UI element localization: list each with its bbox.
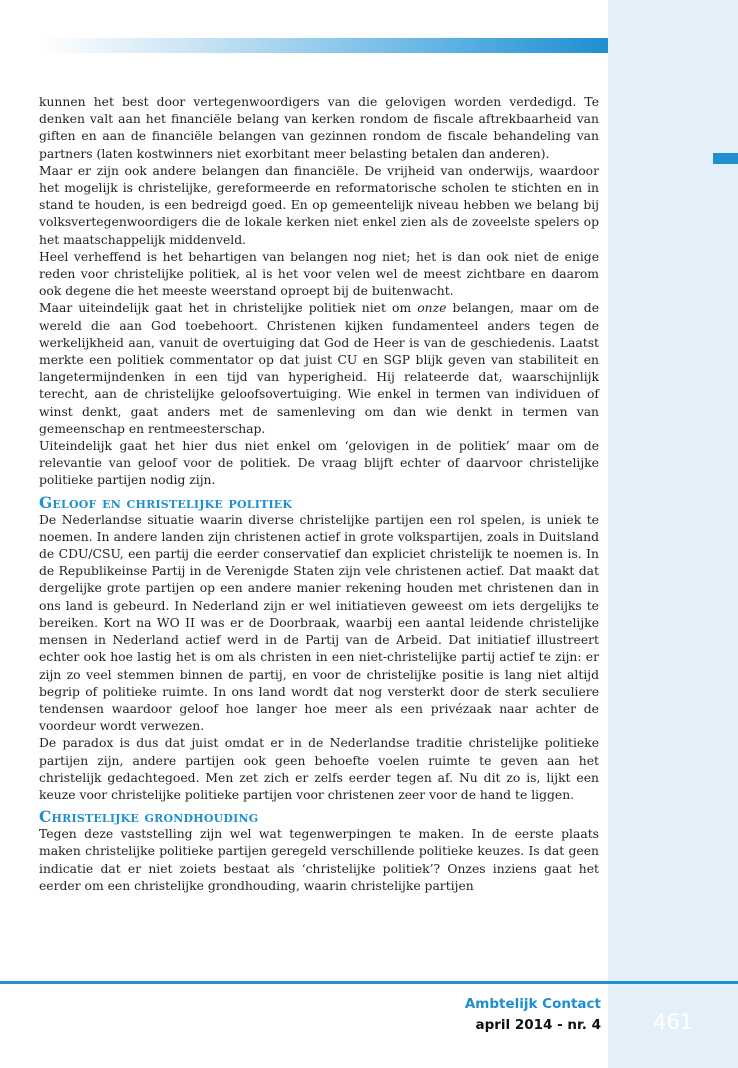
section-heading: Geloof en christelijke politiek <box>39 492 293 512</box>
paragraph: Heel verheffend is het behartigen van belangen nog niet; het is dan ook niet de enige reden voor christelijke politiek, al is het voor velen wel de meest zichtbare en daarom ook degene die het meeste weerstand oproept bij de buitenwacht. <box>39 249 599 299</box>
paragraph: De paradox is dus dat juist omdat er in de Nederlandse traditie christelijke politieke partijen zijn, andere partijen ook geen behoefte voelen ruimte te geven aan het christelijk gedachtegoed. Men zet zich er zelfs eerder tegen af. Nu dit zo is, lijkt een keuze voor christelijke politieke partijen voor christenen zeer voor de hand te liggen. <box>39 736 599 802</box>
paragraph: Tegen deze vaststelling zijn wel wat tegenwerpingen te maken. In de eerste plaats maken christelijke politieke partijen geregeld verschillende politieke keuzes. Is dat geen indicatie dat er niet zoiets bestaat als ‘christelijke politiek’? Onzes inziens gaat het eerder om een christelijke grondhouding, waarin christelijke partijen <box>39 827 599 893</box>
paragraph-text: belangen, maar om de wereld die aan God toebehoort. Christenen kijken fundamenteel anders tegen de werkelijkheid aan, vanuit de overtuiging dat God de Heer is van de geschiedenis. Laatst merkte een politiek commentator op dat juist CU en SGP blijk geven van stabiliteit en langetermijndenken in een tijd van hyperigheid. Hij relateerde dat, waarschijnlijk terecht, aan de christelijke geloofsovertuiging. Wie enkel in termen van individuen of winst denkt, gaat anders met de samenleving om dan wie denkt in termen van gemeenschap en rentmeesterschap. <box>39 301 600 436</box>
paragraph <box>39 300 599 438</box>
top-gradient-bar <box>40 38 608 53</box>
paragraph: De Nederlandse situatie waarin diverse christelijke partijen een rol spelen, is uniek te noemen. In andere landen zijn christenen actief in grote volkspartijen, zoals in Duitsland de CDU/CSU, een partij die eerder conservatief dan expliciet christelijk te noemen is. In de Republikeinse Partij in de Verenigde Staten zijn vele christenen actief. Dat maakt dat dergelijke grote partijen op een andere manier rekening houden met christenen dan in ons land is gebeurd. In Nederland zijn er wel initiatieven geweest om iets dergelijks te bereiken. Kort na WO II was er de Doorbraak, waarbij een aantal leidende christelijke mensen in Nederland actief werd in de Partij van de Arbeid. Dat initiatief illustreert echter ook hoe lastig het is om als christen in een niet-christelijke partij actief te zijn: er zijn zo veel stemmen binnen de partij, en voor de christelijke positie is lang niet altijd begrip of politieke ruimte. In ons land wordt dat nog versterkt door de sterk seculiere tendensen waardoor geloof hoe langer hoe meer als een privézaak naar achter de voordeur wordt verwezen. <box>39 512 599 734</box>
article-body <box>39 94 599 895</box>
footer-divider <box>0 981 738 984</box>
issue-label: april 2014 - nr. 4 <box>475 1017 601 1033</box>
emphasis-text: onze <box>417 301 447 316</box>
paragraph: Uiteindelijk gaat het hier dus niet enkel om ‘gelovigen in de politiek’ maar om de relevantie van geloof voor de politiek. De vraag blijft echter of daarvoor christelijke politieke partijen nodig zijn. <box>39 439 599 488</box>
side-accent-mark <box>713 153 738 164</box>
paragraph-text: Maar uiteindelijk gaat het in christelijke politiek niet om <box>39 301 418 316</box>
section-heading: Christelijke grondhouding <box>39 807 259 827</box>
paragraph: kunnen het best door vertegenwoordigers van die gelovigen worden verdedigd. Te denken valt aan het financiële belang van kerken rondom de fiscale aftrekbaarheid van giften en aan de financiële belangen van gezinnen rondom de fiscale behandeling van partners (laten kostwinners niet exorbitant meer belasting betalen dan anderen). <box>39 95 599 161</box>
paragraph: Maar er zijn ook andere belangen dan financiële. De vrijheid van onderwijs, waardoor het mogelijk is christelijke, gereformeerde en reformatorische scholen te stichten en in stand te houden, is een bedreigd goed. En op gemeentelijk niveau hebben we belang bij volksvertegenwoordigers die de lokale kerken niet enkel zien als de zoveelste spelers op het maatschappelijk middenveld. <box>39 163 599 247</box>
publication-title: Ambtelijk Contact <box>464 996 601 1012</box>
page-number: 461 <box>652 1010 694 1034</box>
